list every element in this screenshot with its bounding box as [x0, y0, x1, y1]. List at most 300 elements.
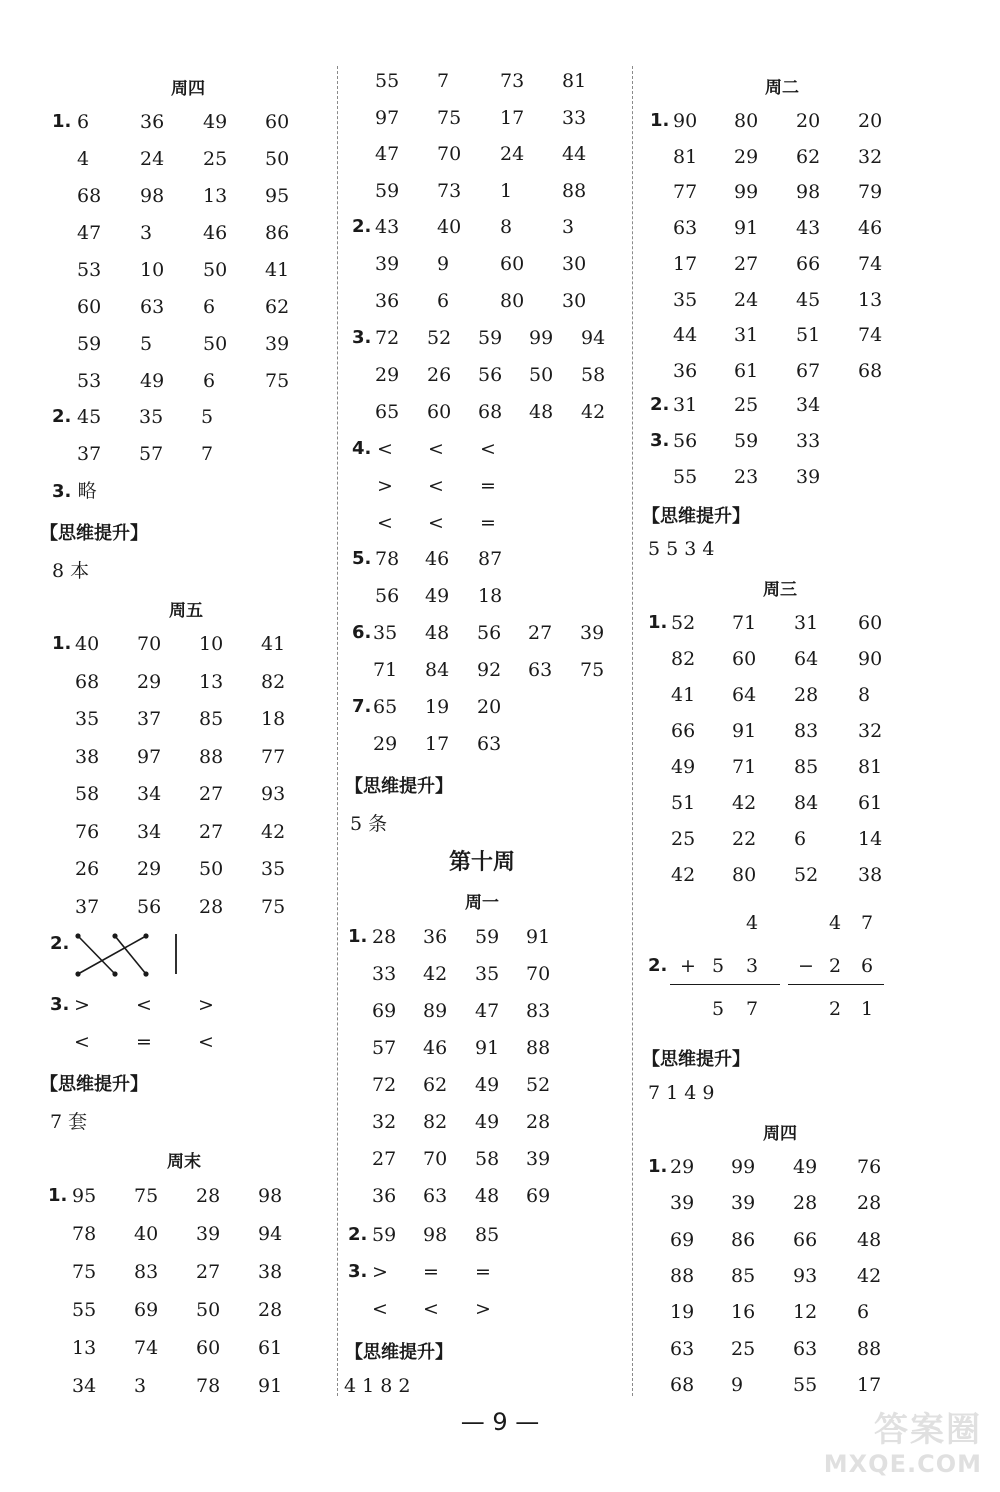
answer-value: 98	[140, 185, 165, 207]
section-title-weekend: 周末	[167, 1152, 201, 1172]
answer-value: 9	[731, 1373, 744, 1396]
answer-value: 70	[137, 633, 162, 655]
answer-value: <	[198, 1031, 214, 1053]
answer-value: 56	[477, 622, 502, 644]
answer-value: 10	[140, 259, 165, 281]
siwei-label: 【思维提升】	[40, 1074, 148, 1095]
answer-value: 55	[673, 465, 698, 488]
answer-value: 63	[140, 296, 165, 318]
answer-value: 27	[528, 622, 553, 644]
answer-value: <	[372, 1298, 388, 1320]
answer-value: 6	[794, 828, 807, 850]
answer-value: 59	[375, 179, 400, 202]
answer-value: 60	[427, 401, 452, 423]
question-number: 2.	[50, 933, 70, 954]
answer-value: 84	[425, 659, 450, 681]
answer-value: 38	[75, 745, 100, 768]
answer-value: 52	[794, 864, 819, 886]
answer-value: 17	[500, 106, 525, 129]
answer-value: 66	[671, 720, 696, 742]
answer-value: 40	[437, 216, 462, 238]
answer-value: 49	[140, 370, 165, 392]
answer-value: 36	[423, 926, 448, 948]
answer-value: 85	[731, 1264, 756, 1287]
sub-result-digit: 2	[829, 998, 842, 1020]
answer-value: 35	[673, 288, 698, 311]
answer-value: 69	[134, 1299, 159, 1321]
answer-value: 74	[858, 252, 883, 275]
answer-value: 36	[673, 359, 698, 382]
answer-value: 66	[793, 1228, 818, 1251]
answer-value: 41	[265, 259, 290, 281]
watermark-text: 答案圈	[874, 1410, 982, 1450]
add-rule	[670, 984, 780, 985]
friday-q2	[50, 934, 69, 953]
answer-value: 42	[261, 820, 286, 843]
answer-value: 28	[794, 684, 819, 706]
answer-value: 39	[196, 1223, 221, 1245]
answer-value: 12	[793, 1301, 818, 1324]
answer-value: =	[480, 475, 496, 497]
answer-value: 63	[670, 1337, 695, 1360]
answer-value: 48	[529, 401, 554, 423]
section-title-friday: 周五	[169, 601, 203, 621]
answer-value: 82	[671, 648, 696, 670]
answer-value: 20	[796, 110, 821, 132]
answer-value: 66	[796, 252, 821, 275]
sub-mid-digit: 2	[829, 955, 842, 977]
answer-value: 47	[375, 143, 400, 165]
add-result-digit: 5	[712, 998, 725, 1020]
answer-value: 58	[75, 783, 100, 805]
answer-value: 28	[258, 1299, 283, 1321]
answer-value: 25	[203, 148, 228, 170]
answer-value: 7	[201, 443, 214, 465]
answer-value: 29	[137, 858, 162, 880]
section-title-thursday: 周四	[171, 79, 205, 99]
answer-value: 78	[196, 1375, 221, 1397]
answer-value: 10	[199, 633, 224, 655]
answer-value: 56	[137, 895, 162, 918]
answer-value: 88	[526, 1037, 551, 1059]
answer-value: 78	[72, 1223, 97, 1245]
siwei-label: 【思维提升】	[345, 1342, 453, 1363]
answer-value: 65	[373, 696, 398, 718]
question-number: 2.	[352, 216, 372, 237]
answer-value: 99	[529, 327, 554, 349]
answer-value: 27	[199, 820, 224, 843]
answer-value: 98	[423, 1224, 448, 1246]
answer-value: 25	[671, 828, 696, 850]
answer-value: 28	[793, 1192, 818, 1215]
answer-value: 87	[478, 548, 503, 570]
answer-value: 6	[437, 290, 450, 312]
answer-value: 25	[734, 394, 759, 416]
siwei-label: 【思维提升】	[642, 1049, 750, 1070]
answer-value: 17	[425, 733, 450, 755]
answer-value: 18	[261, 708, 286, 730]
answer-value: 35	[373, 622, 398, 644]
answer-value: 30	[562, 253, 587, 275]
answer-value: 53	[77, 370, 102, 392]
answer-value: 3	[140, 222, 153, 244]
answer-value: <	[480, 438, 496, 460]
answer-value: 28	[526, 1111, 551, 1133]
answer-value: 69	[526, 1185, 551, 1207]
add-operator: +	[680, 955, 696, 977]
siwei-label: 【思维提升】	[40, 523, 148, 544]
answer-value: 38	[858, 864, 883, 886]
answer-value: 49	[475, 1074, 500, 1096]
answer-value: 29	[734, 145, 759, 168]
answer-value: 39	[670, 1192, 695, 1215]
answer-value: 40	[134, 1223, 159, 1245]
answer-value: 25	[731, 1337, 756, 1360]
answer-value: 95	[265, 185, 290, 207]
answer-value: 70	[423, 1148, 448, 1170]
answer-value: 65	[375, 401, 400, 423]
answer-value: 58	[475, 1148, 500, 1170]
answer-value: 42	[857, 1264, 882, 1287]
sub-top-digit: 4	[829, 912, 842, 934]
answer-value: 59	[372, 1224, 397, 1246]
siwei-answer: 4 1 8 2	[344, 1375, 411, 1397]
answer-value: >	[475, 1298, 491, 1320]
answer-value: 81	[562, 70, 587, 92]
answer-value: 92	[477, 659, 502, 681]
answer-value: 41	[261, 633, 286, 655]
answer-value: 91	[258, 1375, 283, 1397]
question-number: 7.	[352, 696, 372, 717]
question-number: 6.	[352, 622, 372, 643]
siwei-answer: 5 条	[350, 813, 388, 835]
answer-value: 31	[673, 394, 698, 416]
answer-value: 68	[478, 401, 503, 423]
siwei-answer: 7 套	[50, 1111, 88, 1133]
answer-value: 62	[265, 296, 290, 318]
question-number: 1.	[650, 110, 670, 131]
answer-value: 5	[201, 406, 214, 428]
answer-value: 29	[375, 364, 400, 386]
answer-value: 47	[77, 222, 102, 244]
answer-value: >	[372, 1261, 388, 1283]
answer-value: 38	[258, 1261, 283, 1283]
answer-value: 13	[203, 185, 228, 207]
answer-value: 48	[857, 1228, 882, 1251]
siwei-label: 【思维提升】	[345, 776, 453, 797]
answer-value: 50	[196, 1299, 221, 1321]
answer-value: 34	[137, 783, 162, 805]
answer-value: 28	[372, 926, 397, 948]
answer-value: 8	[500, 216, 513, 238]
answer-value: 72	[372, 1074, 397, 1096]
question-number: 2.	[52, 406, 72, 427]
add-result-digit: 7	[746, 998, 759, 1020]
answer-value: 17	[673, 252, 698, 275]
answer-value: 88	[670, 1264, 695, 1287]
answer-value: 48	[425, 622, 450, 644]
answer-value: 94	[581, 327, 606, 349]
answer-value: 26	[427, 364, 452, 386]
answer-value: 69	[670, 1228, 695, 1251]
question-number: 2.	[648, 955, 668, 976]
answer-value: 73	[437, 179, 462, 202]
answer-value: 35	[75, 708, 100, 730]
answer-value: 71	[373, 659, 398, 681]
answer-value: 98	[258, 1185, 283, 1207]
answer-value: 59	[77, 333, 102, 355]
answer-value: 46	[203, 222, 228, 244]
vertical-arithmetic	[636, 900, 1000, 1020]
answer-value: 35	[139, 406, 164, 428]
column-2	[340, 0, 635, 1400]
answer-value: 60	[732, 648, 757, 670]
page-number: — 9 —	[460, 1408, 540, 1436]
answer-value: 35	[475, 963, 500, 985]
answer-value: 83	[794, 720, 819, 742]
answer-value: 36	[140, 111, 165, 133]
answer-value: >	[198, 994, 214, 1016]
answer-value: 6	[857, 1301, 870, 1324]
question-number: 1.	[52, 111, 72, 132]
answer-value: 86	[731, 1228, 756, 1251]
sub-mid-digit: 6	[861, 955, 874, 977]
answer-value: 60	[858, 612, 883, 634]
question-number: 3.	[352, 327, 372, 348]
answer-value: 29	[137, 670, 162, 693]
q3-answer: 略	[77, 480, 97, 502]
answer-value: 90	[858, 648, 883, 670]
answer-value: 6	[203, 296, 216, 318]
answer-value: 80	[732, 864, 757, 886]
answer-value: 47	[475, 1000, 500, 1022]
question-number: 1.	[48, 1185, 68, 1206]
answer-value: 81	[858, 756, 883, 778]
answer-value: 22	[732, 828, 757, 850]
answer-value: 39	[265, 333, 290, 355]
answer-value: 27	[734, 252, 759, 275]
answer-value: 49	[793, 1156, 818, 1178]
answer-value: 76	[75, 820, 100, 843]
answer-value: 81	[673, 145, 698, 168]
answer-value: =	[475, 1261, 491, 1283]
answer-value: 76	[857, 1156, 882, 1178]
answer-value: 44	[673, 324, 698, 347]
answer-value: 42	[423, 963, 448, 985]
answer-value: 28	[857, 1192, 882, 1215]
column-3	[636, 0, 1000, 1400]
answer-value: 62	[796, 145, 821, 168]
answer-value: <	[377, 438, 393, 460]
answer-value: 91	[475, 1037, 500, 1059]
answer-value: 74	[858, 324, 883, 347]
section-title-tuesday: 周二	[765, 78, 799, 98]
answer-value: 72	[375, 327, 400, 349]
answer-value: 6	[77, 111, 90, 133]
answer-value: 31	[794, 612, 819, 634]
answer-value: 99	[734, 181, 759, 204]
answer-value: 49	[203, 111, 228, 133]
answer-value: 50	[199, 858, 224, 880]
answer-value: 64	[794, 648, 819, 670]
answer-value: 28	[196, 1185, 221, 1207]
answer-value: 56	[673, 430, 698, 452]
answer-value: 75	[261, 895, 286, 918]
answer-value: 59	[478, 327, 503, 349]
match-line	[115, 936, 146, 974]
answer-value: 44	[562, 143, 587, 165]
answer-value: 3	[562, 216, 575, 238]
answer-value: 4	[77, 148, 90, 170]
answer-value: 63	[793, 1337, 818, 1360]
answer-value: 73	[500, 70, 525, 92]
answer-value: 39	[375, 253, 400, 275]
answer-value: 46	[425, 548, 450, 570]
answer-value: 99	[731, 1156, 756, 1178]
answer-value: 68	[77, 185, 102, 207]
week-title: 第十周	[448, 849, 516, 875]
answer-value: 85	[794, 756, 819, 778]
answer-value: 58	[581, 364, 606, 386]
question-number: 3.	[50, 994, 70, 1015]
answer-value: 63	[673, 217, 698, 240]
answer-value: 43	[375, 216, 400, 238]
sub-rule	[788, 984, 884, 985]
question-number: 2.	[650, 394, 670, 415]
answer-value: 29	[373, 733, 398, 755]
answer-value: 50	[203, 333, 228, 355]
answer-value: 29	[670, 1156, 695, 1178]
answer-value: 97	[137, 745, 162, 768]
answer-value: 59	[734, 430, 759, 452]
answer-value: 62	[423, 1074, 448, 1096]
answer-value: 28	[199, 895, 224, 918]
answer-value: 39	[731, 1192, 756, 1215]
answer-value: 94	[258, 1223, 283, 1245]
answer-value: 24	[734, 288, 759, 311]
answer-value: 24	[500, 143, 525, 165]
answer-value: 46	[858, 217, 883, 240]
question-number: 4.	[352, 438, 372, 459]
answer-value: 71	[732, 612, 757, 634]
sub-result-digit: 1	[861, 998, 874, 1020]
answer-value: 13	[199, 670, 224, 693]
answer-value: 61	[858, 792, 883, 814]
answer-value: 40	[75, 633, 100, 655]
answer-value: 42	[581, 401, 606, 423]
answer-value: 60	[196, 1337, 221, 1359]
answer-value: 50	[265, 148, 290, 170]
siwei-label: 【思维提升】	[642, 506, 750, 527]
column-1	[0, 0, 330, 1400]
answer-value: 50	[203, 259, 228, 281]
answer-value: 56	[375, 585, 400, 607]
answer-value: 3	[134, 1375, 147, 1397]
answer-value: 32	[372, 1111, 397, 1133]
answer-value: 78	[375, 548, 400, 570]
answer-value: 7	[437, 70, 450, 92]
answer-value: 17	[857, 1373, 882, 1396]
answer-value: 27	[196, 1261, 221, 1283]
answer-value: 19	[670, 1301, 695, 1324]
answer-value: >	[74, 994, 90, 1016]
answer-value: 88	[562, 179, 587, 202]
answer-value: 19	[425, 696, 450, 718]
add-mid-digit: 3	[746, 955, 759, 977]
question-number: 1.	[348, 926, 368, 947]
answer-value: 39	[526, 1148, 551, 1170]
answer-value: 67	[796, 359, 821, 382]
answer-value: =	[480, 512, 496, 534]
answer-value: 61	[734, 359, 759, 382]
answer-value: 85	[199, 708, 224, 730]
answer-value: 52	[671, 612, 696, 634]
answer-value: 31	[734, 324, 759, 347]
sub-top-digit: 7	[861, 912, 874, 934]
answer-value: 77	[261, 745, 286, 768]
answer-value: 93	[261, 783, 286, 805]
answer-value: 42	[671, 864, 696, 886]
add-top-digit: 4	[746, 912, 759, 934]
answer-value: 13	[72, 1337, 97, 1359]
answer-value: 75	[580, 659, 605, 681]
answer-value: 24	[140, 148, 165, 170]
answer-value: 77	[673, 181, 698, 204]
answer-value: 39	[796, 465, 821, 488]
answer-value: 27	[372, 1148, 397, 1170]
question-number: 3.	[52, 481, 78, 502]
matching-lines-diagram	[70, 930, 190, 980]
answer-value: 63	[528, 659, 553, 681]
answer-value: 55	[375, 70, 400, 92]
answer-value: 45	[796, 288, 821, 311]
answer-value: 43	[796, 217, 821, 240]
answer-value: <	[428, 475, 444, 497]
answer-value: 80	[500, 290, 525, 312]
answer-value: 32	[858, 145, 883, 168]
answer-value: 82	[423, 1111, 448, 1133]
answer-value: >	[377, 475, 393, 497]
answer-value: 33	[796, 430, 821, 452]
answer-value: 64	[732, 684, 757, 706]
watermark-url: MXQE.COM	[823, 1450, 982, 1478]
answer-value: 59	[475, 926, 500, 948]
answer-value: 55	[793, 1373, 818, 1396]
answer-value: 90	[673, 110, 698, 132]
column-divider	[632, 66, 633, 1396]
answer-value: 70	[437, 143, 462, 165]
answer-value: 49	[475, 1111, 500, 1133]
answer-value: 33	[372, 963, 397, 985]
answer-value: 20	[477, 696, 502, 718]
answer-value: 86	[265, 222, 290, 244]
answer-value: 88	[199, 745, 224, 768]
answer-value: 95	[72, 1185, 97, 1207]
answer-value: 57	[139, 443, 164, 465]
answer-value: 34	[796, 394, 821, 416]
answer-value: 51	[671, 792, 696, 814]
answer-value: 68	[858, 359, 883, 382]
answer-value: 46	[423, 1037, 448, 1059]
answer-value: 71	[732, 756, 757, 778]
answer-value: 60	[500, 253, 525, 275]
answer-value: 63	[423, 1185, 448, 1207]
answer-value: 97	[375, 106, 400, 129]
answer-value: 49	[425, 585, 450, 607]
answer-value: 20	[858, 110, 883, 132]
answer-value: 57	[372, 1037, 397, 1059]
siwei-answer: 8 本	[52, 560, 90, 582]
